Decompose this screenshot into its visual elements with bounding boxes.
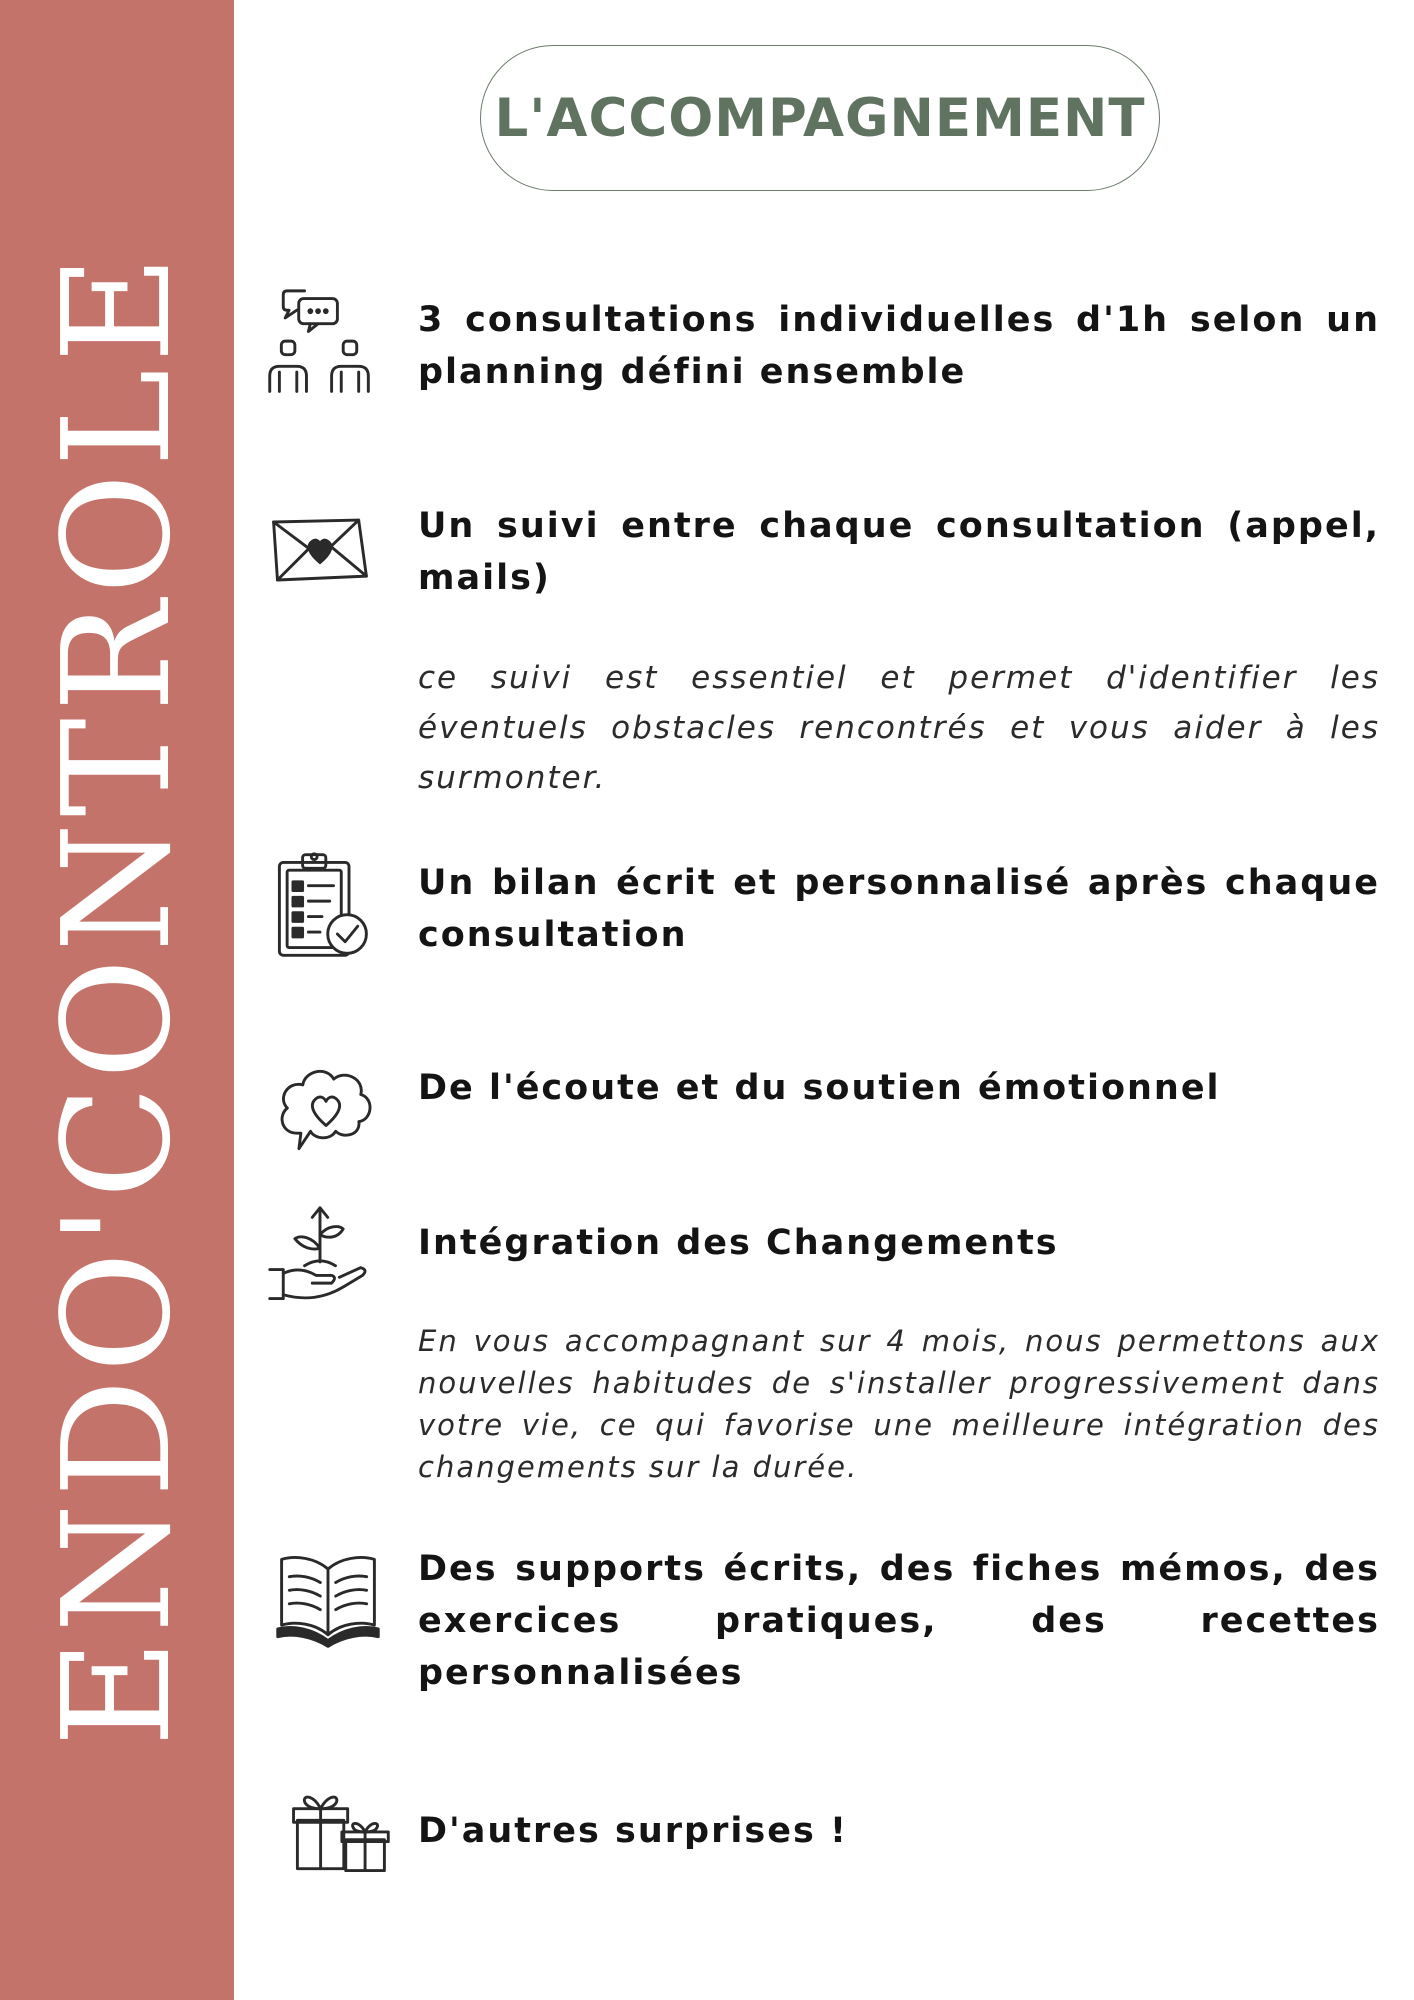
consultation-people-icon <box>262 287 378 403</box>
sidebar-band <box>0 0 234 2000</box>
envelope-heart-icon <box>262 493 378 609</box>
page-title: L'ACCOMPAGNEMENT <box>494 87 1146 149</box>
clipboard-check-icon <box>262 847 378 963</box>
title-pill <box>480 45 1160 191</box>
hand-plant-icon <box>262 1200 378 1316</box>
item-heading-supports: Des supports écrits, des fiches mémos, des exercices pratiques, des recettes personnalisées <box>418 1549 1380 1693</box>
item-heading-ecoute: De l'écoute et du soutien émotionnel <box>418 1068 1221 1108</box>
item-heading-integration: Intégration des Changements <box>418 1223 1059 1263</box>
item-note-suivi: ce suivi est essentiel et permet d'identifier les éventuels obstacles rencontrés et vous aider à les surmonter. <box>418 660 1380 796</box>
item-note-integration: En vous accompagnant sur 4 mois, nous permettons aux nouvelles habitudes de s'installer progressivement dans votre vie, ce qui favorise une meilleure intégration des changements sur la durée. <box>418 1324 1380 1484</box>
item-heading-bilan: Un bilan écrit et personnalisé après chaque consultation <box>418 863 1380 955</box>
brand-name: ENDO'CONTROLE <box>31 248 203 1748</box>
item-heading-surprises: D'autres surprises ! <box>418 1811 848 1851</box>
item-heading-consultations: 3 consultations individuelles d'1h selon un planning défini ensemble <box>418 300 1380 392</box>
open-book-icon <box>270 1540 386 1656</box>
heart-cloud-icon <box>268 1052 384 1168</box>
item-heading-suivi: Un suivi entre chaque consultation (appel, mails) <box>418 506 1380 598</box>
gift-icon <box>280 1772 396 1888</box>
